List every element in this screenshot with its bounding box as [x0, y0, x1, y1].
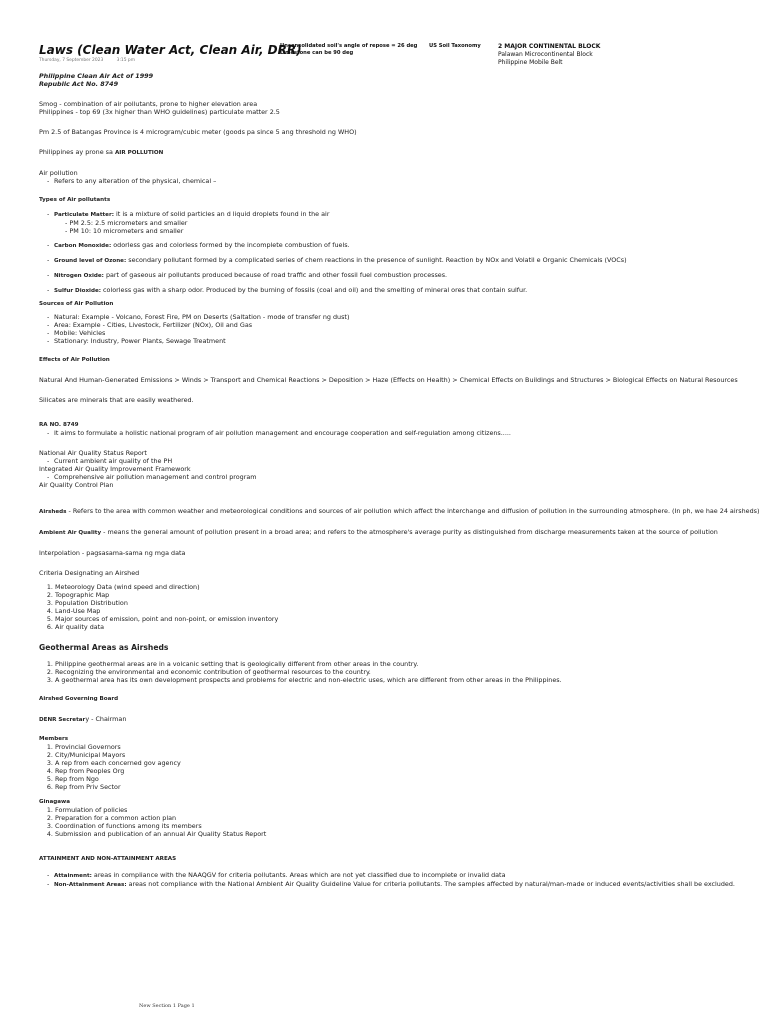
airsheds-term: Airsheds: [39, 508, 67, 515]
type-term: Ground level of Ozone:: [54, 257, 127, 264]
repose-line-2: Limestone can be 90 deg: [280, 49, 354, 56]
criteria-label: Criteria Designating an Airshed: [39, 568, 140, 577]
soil-taxonomy-label: US Soil Taxonomy: [429, 43, 481, 49]
type-item-co: [47, 241, 764, 250]
geothermal-item: 1. Philippine geothermal areas are in a volcanic setting that is geologically different from other areas in the country.: [55, 660, 764, 668]
ginagawa-item: 3. Coordination of functions among its members: [55, 822, 764, 830]
naqsr-label: National Air Quality Status Report: [39, 448, 147, 457]
soil-taxonomy-note: [429, 43, 481, 50]
airsheds-def: [39, 507, 764, 516]
note-content: [39, 72, 764, 889]
criteria-list: [39, 583, 764, 631]
sources-list: [39, 313, 764, 345]
ambient-aq-desc: - means the general amount of pollution present in a broad area; and refers to the atmosphere's average purity as distinguished from discharge measurements taken at the source of pollution: [101, 527, 718, 536]
members-list: [39, 743, 764, 791]
prone-prefix: Philippines ay prone sa: [39, 148, 113, 156]
non-attainment-term: Non-Attainment Areas:: [54, 882, 127, 889]
criteria-item: 1. Meteorology Data (wind speed and direction): [55, 583, 764, 591]
non-attainment-desc: areas not compliance with the National Ambient Air Quality Guideline Value for criteria pollutants. The samples affected by natural/man-made or induced events/activities shall be excluded.: [126, 880, 735, 889]
page-time: 3:15 pm: [116, 58, 135, 63]
attainment-item: [47, 871, 764, 880]
ginagawa-item: 1. Formulation of policies: [55, 806, 764, 814]
non-attainment-item: [47, 880, 764, 889]
type-desc: part of gaseous air pollutants produced because of road traffic and other fossil fuel combustion processes.: [103, 270, 448, 279]
members-label: Members: [39, 736, 69, 743]
continental-item-2: Philippine Mobile Belt: [498, 58, 563, 66]
pm-sub-1: - PM 2.5: 2.5 micrometers and smaller: [65, 218, 188, 227]
repose-note: [280, 43, 417, 57]
smog-line-1: Smog - combination of air pollutants, prone to higher elevation area: [39, 100, 258, 108]
type-desc: odorless gas and colorless formed by the incomplete combustion of fuels.: [111, 240, 350, 249]
type-item-ozone: [47, 256, 764, 265]
geothermal-item: 3. A geothermal area has its own development prospects and problems for electric and non-electric uses, which are different from other areas in the Philippines.: [55, 676, 764, 684]
geothermal-list: [39, 660, 764, 684]
ra8749-aim-list: [39, 429, 764, 437]
interpolation-note: Interpolation - pagsasama-sama ng mga data: [39, 548, 186, 557]
airsheds-desc: - Refers to the area with common weather and meteorological conditions and sources of air pollution which affect the interchange and diffusion of pollution in the surrounding atmosphere. (In ph, we hae 24 airsheds): [66, 506, 760, 515]
types-list: [39, 210, 764, 295]
type-term: Nitrogen Oxide:: [54, 272, 104, 279]
naqsr-list: [39, 457, 764, 465]
source-item: - Natural: Example - Volcano, Forest Fire, PM on Deserts (Saltation - mode of transfer ng dust): [47, 313, 764, 321]
board-chair: [39, 715, 764, 724]
attainment-list: [39, 871, 764, 889]
ra8749-heading: RA NO. 8749: [39, 421, 79, 428]
air-pollution-def: - Refers to any alteration of the physical, chemical –: [47, 177, 764, 185]
type-term: Particulate Matter:: [54, 211, 114, 218]
iaqif-item: - Comprehensive air pollution management and control program: [47, 473, 764, 481]
source-item: - Mobile: Vehicles: [47, 329, 764, 337]
ginagawa-item: 4. Submission and publication of an annual Air Quality Status Report: [55, 830, 764, 838]
member-item: 1. Provincial Governors: [55, 743, 764, 751]
pm-batangas: Pm 2.5 of Batangas Province is 4 microgram/cubic meter (goods pa since 5 ang threshold ng WHO): [39, 128, 357, 136]
ra8749-aim: - It aims to formulate a holistic national program of air pollution management and encourage cooperation and self-regulation among citizens.....: [47, 429, 764, 437]
continental-title: 2 MAJOR CONTINENTAL BLOCK: [498, 43, 601, 50]
geothermal-heading: Geothermal Areas as Airsheds: [39, 642, 169, 652]
smog-line-2: Philippines - top 69 (3x higher than WHO guidelines) particulate matter 2.5: [39, 108, 280, 116]
prone-line: [39, 148, 764, 157]
continental-block-note: [498, 43, 600, 66]
ginagawa-label: Ginagawa: [39, 799, 70, 806]
source-item: - Area: Example - Cities, Livestock, Fertilizer (NOx), Oil and Gas: [47, 321, 764, 329]
board-heading: Airshed Governing Board: [39, 696, 119, 703]
criteria-item: 4. Land-Use Map: [55, 607, 764, 615]
type-term: Sulfur Dioxide:: [54, 287, 102, 294]
type-desc: colorless gas with a sharp odor. Produced by the burning of fossils (coal and oil) and the smelting of mineral ores that contain sulfur.: [101, 285, 528, 294]
effects-heading: Effects of Air Pollution: [39, 356, 110, 363]
continental-item-1: Palawan Microcontinental Block: [498, 50, 593, 58]
chair-rest: y - Chairman: [85, 715, 127, 724]
member-item: 4. Rep from Peoples Org: [55, 767, 764, 775]
effects-chain: Natural And Human-Generated Emissions > Winds > Transport and Chemical Reactions > Deposition > Haze (Effects on Health) > Chemical Effects on Buildings and Structures > Biological Effects on Natural Resources: [39, 375, 738, 384]
criteria-item: 2. Topographic Map: [55, 591, 764, 599]
ra-title: Republic Act No. 8749: [39, 80, 119, 88]
criteria-item: 3. Population Distribution: [55, 599, 764, 607]
geothermal-item: 2. Recognizing the environmental and economic contribution of geothermal resources to the country.: [55, 668, 764, 676]
air-pollution-def-list: [39, 177, 764, 185]
type-desc: it is a mixture of solid particles an d liquid droplets found in the air: [113, 209, 330, 218]
source-item: - Stationary: Industry, Power Plants, Sewage Treatment: [47, 337, 764, 345]
repose-line-1: Unconsolidated soil's angle of repose = 26 deg: [280, 43, 418, 49]
type-item-nox: [47, 271, 764, 280]
naqsr-item: - Current ambient air quality of the PH: [47, 457, 764, 465]
criteria-item: 6. Air quality data: [55, 623, 764, 631]
iaqif-list: [39, 473, 764, 481]
pm-sub-list: [54, 219, 764, 235]
ginagawa-list: [39, 806, 764, 838]
criteria-item: 5. Major sources of emission, point and non-point, or emission inventory: [55, 615, 764, 623]
member-item: 5. Rep from Ngo: [55, 775, 764, 783]
page-footer: New Section 1 Page 1: [139, 1003, 195, 1009]
member-item: 2. City/Municipal Mayors: [55, 751, 764, 759]
type-term: Carbon Monoxide:: [54, 242, 112, 249]
type-desc: secondary pollutant formed by a complicated series of chem reactions in the presence of sunlight. Reaction by NOx and Volatil e Organic Chemicals (VOCs): [126, 255, 627, 264]
chair-term: DENR Secretar: [39, 717, 86, 724]
page-meta: [39, 58, 147, 64]
member-item: 3. A rep from each concerned gov agency: [55, 759, 764, 767]
iaqif-label: Integrated Air Quality Improvement Framework: [39, 464, 191, 473]
attainment-heading: ATTAINMENT AND NON-ATTAINMENT AREAS: [39, 856, 177, 863]
pm-sub-2: - PM 10: 10 micrometers and smaller: [65, 226, 184, 235]
sources-heading: Sources of Air Pollution: [39, 300, 114, 307]
member-item: 6. Rep from Priv Sector: [55, 783, 764, 791]
attainment-term: Attainment:: [54, 873, 92, 880]
ginagawa-item: 2. Preparation for a common action plan: [55, 814, 764, 822]
types-heading: Types of Air pollutants: [39, 196, 111, 203]
page-title: Laws (Clean Water Act, Clean Air, DRR): [39, 43, 302, 57]
silicates-note: Silicates are minerals that are easily weathered.: [39, 395, 194, 404]
ambient-aq-term: Ambient Air Quality: [39, 529, 102, 536]
air-pollution-label: Air pollution: [39, 168, 78, 177]
type-item-pm: [47, 210, 764, 235]
page-date: Thursday, 7 September 2023: [39, 58, 104, 63]
aqcp-label: Air Quality Control Plan: [39, 480, 114, 489]
prone-bold: AIR POLLUTION: [114, 150, 164, 156]
attainment-desc: areas in compliance with the NAAQGV for criteria pollutants. Areas which are not yet classified due to incomplete or invalid data: [91, 871, 506, 880]
type-item-so2: [47, 286, 764, 295]
law-title: Philippine Clean Air Act of 1999: [39, 72, 154, 80]
ambient-aq-def: [39, 528, 764, 537]
